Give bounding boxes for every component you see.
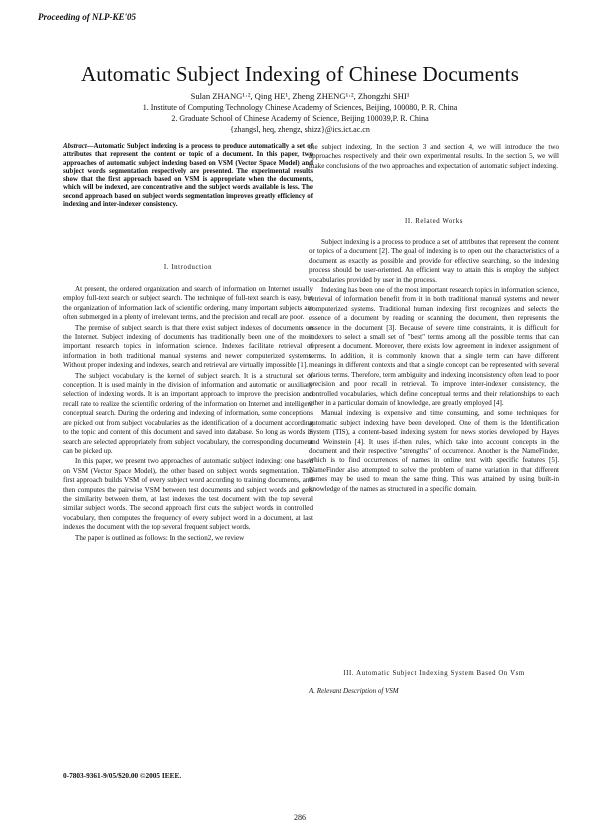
page-number: 286: [294, 813, 306, 822]
subsection-heading-vsm: A. Relevant Description of VSM: [309, 687, 399, 695]
paragraph: In this paper, we present two approaches of automatic subject indexing: one based on VSM (Vector Space Model), the other based on subject words segmentation. The first approach builds VSM of every subject word according to training documents, and then computes the pairwise VSM between test documents and subject words and gets the similarity between them, at last indexes the test document with the top several similar subject words. The second approach first cuts the subject words in controlled vocabulary, then computes the frequency of every subject word in a document, at last indexes the document with the top several frequent subject words.: [63, 457, 313, 532]
paragraph: The premise of subject search is that there exist subject indexes of documents on the Internet. Subject indexing of documents has traditionally been one of the most important research topics in information science. Indexes facilitate retrieval of information in both traditional manual systems and newer computerized systems. Without proper indexing and indexes, search and retrieval are virtually impossible [1].: [63, 323, 313, 370]
author-list: Sulan ZHANG¹·², Qing HE¹, Zheng ZHENG¹·², Zhongzhi SHI¹: [190, 91, 410, 101]
paragraph: Subject indexing is a process to produce a set of attributes that represent the content or topics of a document [2]. The goal of indexing is to open out the characteristics of a document as exactly as possible and provide for effective searching, so the indexing process should be user-oriented. An efficient way to attain this is employ the subject vocabularies provided by user in the process.: [309, 238, 559, 284]
copyright-notice: 0-7803-9361-9/05/$20.00 ©2005 IEEE.: [63, 771, 182, 780]
paragraph: the subject indexing. In the section 3 and section 4, we will introduce the two approaches respectively and their own experimental results. In the section 5, we will make conclusions of the two approaches and expectation of automatic subject indexing.: [309, 143, 559, 170]
abstract-text: —Automatic Subject indexing is a process to produce automatically a set of attributes that represent the content or topic of a document. In this paper, two approaches of automatic subject indexing based on VSM (Vector Space Model) and subject words segmentation respectively are presented. The experimental results show that the first approach based on VSM is appropriate when the documents, which will be indexed, are concentrative and the subject words available is less. The second approach based on subject words segmentation improves greatly efficiency of indexing and inter-indexer consistency.: [63, 143, 313, 209]
section-heading-system-vsm: III. Automatic Subject Indexing System Based On Vsm: [343, 670, 525, 677]
abstract-label: Abstract: [63, 143, 87, 150]
paragraph: Indexing has been one of the most important research topics in information science, retrieval of information benefit from it in both traditional manual systems and newer computerized systems. Traditional human indexing first recognizes and selects the essence of a document by reading or scanning the document, then represents the essence in the document [3]. Because of severe time constraints, it is difficult for indexers to select a small set of "best" terms among all the possible terms that can represent a document. Moreover, there exists low agreement in indexer assignment of terms. In addition, it is commonly known that a single term can have different meanings in different contexts and that a single concept can be represented with several various terms. Therefore, term ambiguity and indexing inconsistency often lead to poor precision and poor recall in retrieval. To improve inter-indexer consistency, the controlled vocabularies, which define conceptual terms and their relationships to each other in a particular domain of knowledge, are greatly employed [4].: [309, 286, 559, 407]
paragraph: At present, the ordered organization and search of information on Internet usually employ full-text search or subject search. The technique of full-text search is easy, but the organization of information lack of scientific ordering, many important subjects are often submerged in a plenty of irrelevant terms, and the precision and recall are poor.: [63, 285, 313, 322]
paragraph: The subject vocabulary is the kernel of subject search. It is a structural set of conception. It is used mainly in the division of information and automatic or auxiliary selection of indexing words. It is an important approach to improve the precision and recall rate to realize the scientific ordering of the information on Internet and intelligent conceptual search. During the ordering and indexing of information, some conceptions are picked out from subject vocabularies as the identification of a document according to the topic and content of this document and saved into database. So long as words in search are selected appropriately from subject vocabulary, the corresponding document can be picked up.: [63, 371, 313, 455]
introduction-continued: [309, 143, 559, 172]
paragraph: Manual indexing is expensive and time consuming, and some techniques for automatic subject indexing have been developed. One of them is the Identification System (TIS), a content-based indexing system for news stories developed by Hayes and Weinstein [4]. It uses if-then rules, which take into account concepts in the document and their respective "strengths" of occurrence. Another is the NameFinder, which is to find occurrences of names in online text with specific features [5]. NameFinder also attempted to solve the problem of name variation in that different names may be used to mean the same thing. This was attained by using built-in knowledge of the names as structured in a specific domain.: [309, 409, 559, 493]
author-emails: {zhangsl, heq, zhengz, shizz}@ics.ict.ac.cn: [230, 125, 370, 134]
introduction-body: [63, 285, 313, 544]
affiliation-2: 2. Graduate School of Chinese Academy of Science, Beijing 100039,P. R. China: [171, 114, 429, 123]
paragraph: The paper is outlined as follows: In the section2, we review: [75, 533, 245, 542]
section-heading-introduction: I. Introduction: [163, 264, 213, 271]
related-works-body: [309, 238, 559, 495]
section-heading-related-works: II. Related Works: [404, 218, 464, 225]
proceeding-header: Proceeding of NLP-KE'05: [38, 12, 136, 22]
affiliation-1: 1. Institute of Computing Technology Chinese Academy of Sciences, Beijing, 100080, P. R. China: [142, 103, 458, 112]
paper-title: Automatic Subject Indexing of Chinese Documents: [80, 62, 520, 86]
abstract: [63, 143, 313, 210]
